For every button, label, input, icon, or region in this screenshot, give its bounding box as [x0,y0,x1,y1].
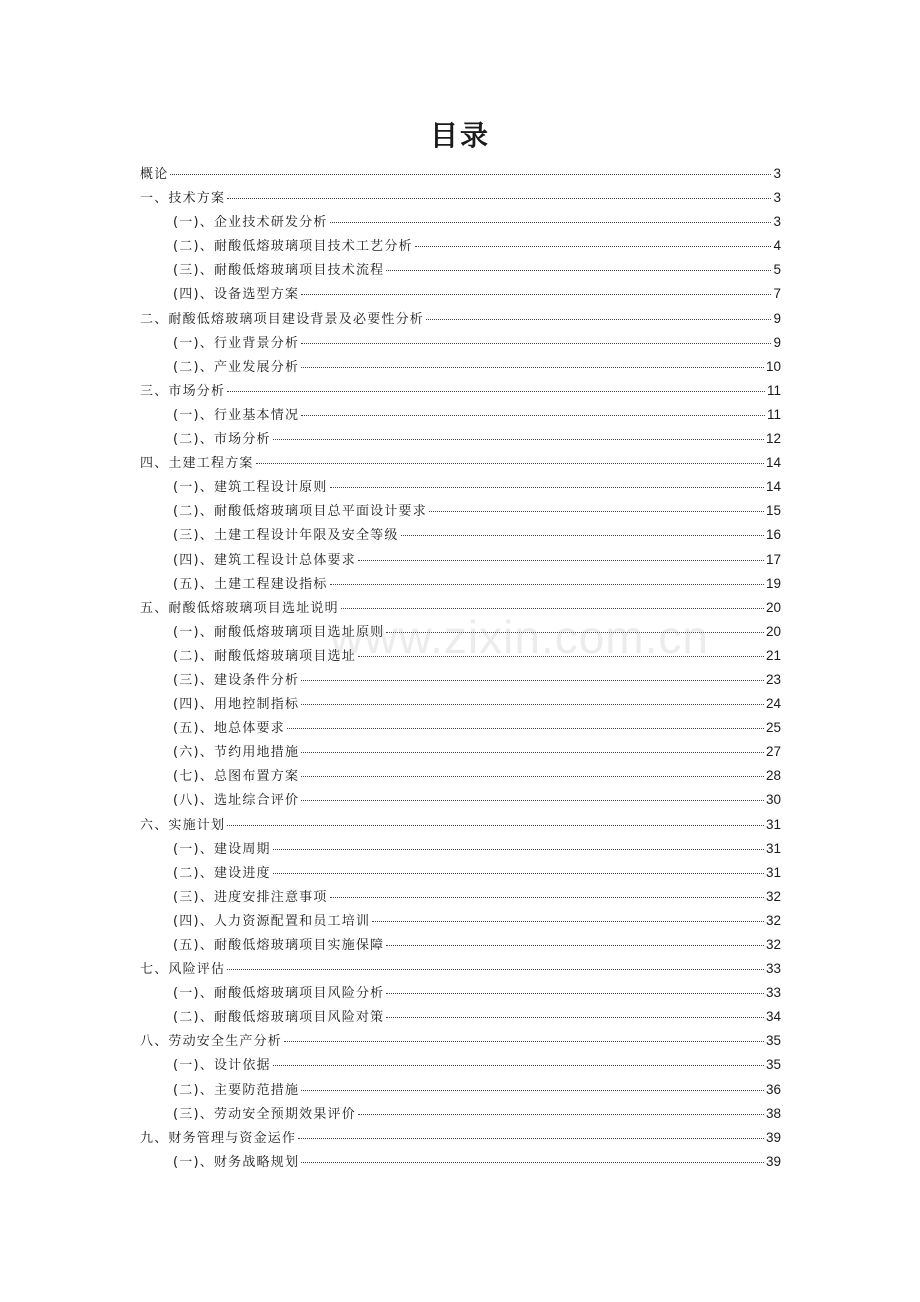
toc-subentry[interactable] [140,523,781,547]
toc-entry-label: 八、劳动安全生产分析 [140,1034,283,1050]
toc-page-number: 14 [765,455,781,471]
toc-page-number: 5 [773,262,781,278]
dot-leader [301,680,764,681]
toc-entry-label: 五、耐酸低熔玻璃项目选址说明 [140,600,339,616]
dot-leader [273,439,764,440]
dot-leader [358,656,764,657]
toc-entry-label: 概论 [140,167,169,182]
dot-leader [256,463,764,464]
toc-entry[interactable] [140,1126,781,1150]
dot-leader [341,608,764,609]
toc-entry-label: (一)、建设周期 [173,841,271,857]
toc-subentry[interactable] [140,716,781,740]
toc-page-number: 32 [765,888,781,904]
toc-page-number: 39 [765,1153,781,1169]
dot-leader [227,825,764,826]
toc-subentry[interactable] [140,282,781,306]
dot-leader [330,222,772,223]
toc-subentry[interactable] [140,1005,781,1029]
toc-page-number: 20 [765,623,781,639]
dot-leader [301,752,764,753]
toc-entry-label: (二)、建设进度 [173,865,271,881]
toc-subentry[interactable] [140,644,781,668]
toc-page-number: 21 [765,647,781,663]
toc-entry-label: (二)、耐酸低熔玻璃项目技术工艺分析 [173,239,413,255]
toc-subentry[interactable] [140,740,781,764]
dot-leader [426,319,771,320]
toc-entry-label: (五)、耐酸低熔玻璃项目实施保障 [173,938,385,953]
toc-entry-label: (一)、建筑工程设计原则 [173,480,328,496]
dot-leader [372,921,764,922]
dot-leader [358,560,764,561]
dot-leader [386,945,764,946]
toc-entry-label: (六)、节约用地措施 [173,745,300,761]
toc-page-number: 32 [765,912,781,928]
toc-page-number: 3 [773,190,781,206]
toc-entry-label: (五)、土建工程建设指标 [173,576,328,592]
toc-entry-label: (四)、人力资源配置和员工培训 [173,913,371,929]
dot-leader [330,584,764,585]
toc-entry-label: 九、财务管理与资金运作 [140,1130,297,1146]
dot-leader [429,511,764,512]
toc-subentry[interactable] [140,499,781,523]
toc-subentry[interactable] [140,548,781,572]
toc-entry-label: 四、土建工程方案 [140,456,254,472]
toc-subentry[interactable] [140,1102,781,1126]
toc-page-number: 11 [766,382,781,398]
toc-page-number: 35 [765,1033,781,1049]
toc-subentry[interactable] [140,572,781,596]
toc-entry-label: (二)、产业发展分析 [173,359,300,375]
toc-entry-label: (五)、地总体要求 [173,721,285,737]
toc-entry[interactable] [140,307,781,331]
toc-entry-label: (四)、设备选型方案 [173,287,300,303]
toc-page-number: 34 [765,1009,781,1025]
toc-page-number: 12 [765,431,781,447]
toc-page-number: 31 [765,864,781,880]
dot-leader [301,704,764,705]
dot-leader [415,246,772,247]
toc-entry-label: 二、耐酸低熔玻璃项目建设背景及必要性分析 [140,311,425,327]
toc-page-number: 17 [765,551,781,567]
toc-page-number: 35 [765,1057,781,1073]
dot-leader [301,415,765,416]
toc-entry-label: (四)、用地控制指标 [173,697,300,713]
dot-leader [330,897,764,898]
toc-subentry[interactable] [140,885,781,909]
toc-page-number: 7 [773,286,781,302]
toc-entry[interactable] [140,186,781,210]
dot-leader [273,849,764,850]
toc-subentry[interactable] [140,692,781,716]
toc-page-number: 25 [765,720,781,736]
dot-leader [298,1138,764,1139]
toc-page-number: 11 [766,406,781,422]
toc-subentry[interactable] [140,210,781,234]
toc-page-number: 15 [765,503,781,519]
toc-page-number: 36 [765,1081,781,1097]
toc-entry-label: (二)、耐酸低熔玻璃项目总平面设计要求 [173,504,427,520]
toc-entry-label: 三、市场分析 [140,383,226,399]
toc-page-number: 19 [765,575,781,591]
toc-title: 目录 [429,119,490,152]
toc-entry-label: (一)、设计依据 [173,1058,271,1074]
toc-entry-label: (一)、耐酸低熔玻璃项目风险分析 [173,986,385,1002]
toc-entry-label: (一)、财务战略规划 [173,1154,300,1170]
toc-subentry[interactable] [140,981,781,1005]
toc-page-number: 33 [765,985,781,1001]
toc-page-number: 14 [765,479,781,495]
toc-page-number: 33 [765,961,781,977]
dot-leader [301,294,771,295]
dot-leader [301,776,764,777]
toc-entry[interactable] [140,596,781,620]
toc-entry[interactable] [140,451,781,475]
toc-page-number: 20 [765,599,781,615]
toc-page-number: 9 [773,310,781,326]
dot-leader [284,1041,764,1042]
dot-leader [227,391,765,392]
toc-subentry[interactable] [140,331,781,355]
toc-entry-label: (二)、主要防范措施 [173,1082,300,1098]
toc-subentry[interactable] [140,668,781,692]
toc-entry-label: (三)、耐酸低熔玻璃项目技术流程 [173,263,385,279]
toc-entry-label: (四)、建筑工程设计总体要求 [173,552,356,568]
toc-entry[interactable] [140,162,781,186]
toc-page-number: 39 [765,1129,781,1145]
dot-leader [401,535,764,536]
toc-entry-label: (七)、总图布置方案 [173,769,300,785]
toc-entry-label: (八)、选址综合评价 [173,793,300,809]
dot-leader [227,198,771,199]
toc-subentry[interactable] [140,355,781,379]
toc-entry-label: (一)、行业背景分析 [173,335,300,351]
toc-subentry[interactable] [140,475,781,499]
toc-subentry[interactable] [140,427,781,451]
toc-page-number: 32 [765,937,781,952]
toc-subentry[interactable] [140,258,781,282]
toc-entry-label: (三)、土建工程设计年限及安全等级 [173,528,399,544]
toc-page-number: 16 [765,527,781,543]
toc-page-number: 28 [765,768,781,784]
toc-page-number: 30 [765,792,781,808]
dot-leader [273,873,764,874]
dot-leader [227,969,764,970]
toc-subentry[interactable] [140,234,781,258]
toc-subentry[interactable] [140,837,781,861]
toc-page-number: 3 [773,166,781,181]
toc-entry-label: (二)、耐酸低熔玻璃项目选址 [173,648,356,664]
toc-entry[interactable] [140,379,781,403]
dot-leader [386,993,764,994]
toc-page-number: 24 [765,696,781,712]
table-of-contents [140,162,781,1174]
toc-page-number: 10 [765,358,781,374]
toc-entry[interactable] [140,1029,781,1053]
dot-leader [287,728,764,729]
toc-page-number: 23 [765,671,781,687]
dot-leader [273,1065,764,1066]
toc-entry-label: 一、技术方案 [140,191,226,207]
dot-leader [386,1017,764,1018]
toc-page-number: 3 [773,214,781,230]
toc-subentry[interactable] [140,1053,781,1077]
toc-subentry[interactable] [140,1078,781,1102]
watermark: www.zixin.com.cn [330,611,709,663]
toc-entry-label: (一)、企业技术研发分析 [173,215,328,231]
toc-subentry[interactable] [140,620,781,644]
toc-entry-label: 七、风险评估 [140,962,226,978]
dot-leader [301,1090,764,1091]
toc-entry-label: (二)、耐酸低熔玻璃项目风险对策 [173,1010,385,1026]
dot-leader [301,367,764,368]
toc-subentry[interactable] [140,788,781,812]
toc-entry[interactable] [140,813,781,837]
toc-subentry[interactable] [140,403,781,427]
toc-entry-label: (三)、劳动安全预期效果评价 [173,1106,356,1122]
toc-page-number: 31 [765,840,781,856]
toc-subentry[interactable] [140,909,781,933]
dot-leader [301,800,764,801]
toc-entry-label: (一)、行业基本情况 [173,407,300,423]
toc-subentry[interactable] [140,1150,781,1174]
dot-leader [301,1162,764,1163]
toc-entry-label: (三)、建设条件分析 [173,672,300,688]
dot-leader [301,343,771,344]
toc-subentry[interactable] [140,933,781,957]
toc-entry-label: (三)、进度安排注意事项 [173,889,328,905]
dot-leader [386,270,771,271]
dot-leader [386,632,764,633]
toc-entry-label: (二)、市场分析 [173,432,271,448]
toc-entry-label: (一)、耐酸低熔玻璃项目选址原则 [173,624,385,640]
toc-entry[interactable] [140,957,781,981]
dot-leader [358,1114,764,1115]
toc-subentry[interactable] [140,861,781,885]
toc-page-number: 4 [773,238,781,254]
toc-page-number: 38 [765,1105,781,1121]
toc-entry-label: 六、实施计划 [140,817,226,833]
toc-page-number: 9 [773,334,781,350]
toc-page-number: 27 [765,744,781,760]
dot-leader [170,174,771,175]
toc-page-number: 31 [765,816,781,832]
dot-leader [330,487,764,488]
toc-subentry[interactable] [140,764,781,788]
